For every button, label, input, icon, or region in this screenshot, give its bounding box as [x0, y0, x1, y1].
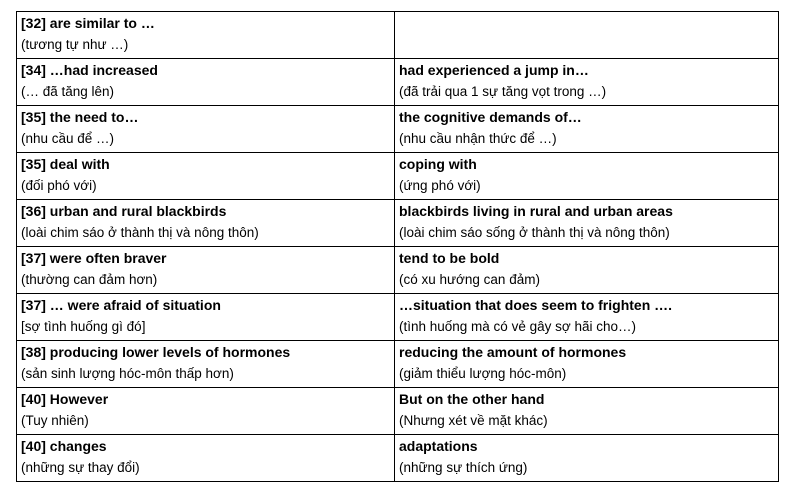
- paraphrase: reducing the amount of hormones: [399, 344, 627, 360]
- original-phrase: [40] However: [21, 391, 109, 407]
- paraphrase-translation: (giảm thiểu lượng hóc-môn): [399, 366, 567, 381]
- original-phrase-cell: [17, 247, 395, 294]
- original-translation: (loài chim sáo ở thành thị và nông thôn): [21, 225, 259, 240]
- table-row: [17, 106, 779, 153]
- original-translation: (tương tự như …): [21, 37, 129, 52]
- table-row: [17, 59, 779, 106]
- original-translation: (Tuy nhiên): [21, 413, 89, 428]
- original-phrase: [38] producing lower levels of hormones: [21, 344, 291, 360]
- table-row: [17, 341, 779, 388]
- paraphrase-translation: (Nhưng xét về mặt khác): [399, 413, 548, 428]
- table-row: [17, 388, 779, 435]
- original-translation: (nhu cầu để …): [21, 131, 115, 146]
- original-phrase-cell: [17, 59, 395, 106]
- table-row: [17, 247, 779, 294]
- table-row: [17, 153, 779, 200]
- paraphrase: coping with: [399, 156, 477, 172]
- paraphrase-cell: [395, 435, 779, 482]
- original-phrase: [37] were often braver: [21, 250, 167, 266]
- original-phrase-cell: [17, 106, 395, 153]
- paraphrase-cell: [395, 153, 779, 200]
- original-phrase: [37] … were afraid of situation: [21, 297, 221, 313]
- paraphrase-translation: (đã trải qua 1 sự tăng vọt trong …): [399, 84, 607, 99]
- paraphrase-translation: (nhu cầu nhận thức để …): [399, 131, 557, 146]
- paraphrase-cell: [395, 200, 779, 247]
- original-translation: [sợ tình huống gì đó]: [21, 319, 146, 334]
- original-phrase: [34] …had increased: [21, 62, 158, 78]
- paraphrase-cell: [395, 294, 779, 341]
- original-phrase-cell: [17, 200, 395, 247]
- paraphrase-cell: [395, 59, 779, 106]
- original-translation: (… đã tăng lên): [21, 84, 115, 99]
- paraphrase-translation: (ứng phó với): [399, 178, 481, 193]
- original-phrase-cell: [17, 435, 395, 482]
- table-row: [17, 435, 779, 482]
- vocabulary-table: [16, 11, 779, 482]
- paraphrase-cell: [395, 341, 779, 388]
- paraphrase: tend to be bold: [399, 250, 500, 266]
- vocabulary-table-container: [16, 11, 778, 482]
- paraphrase-cell: [395, 247, 779, 294]
- table-row: [17, 200, 779, 247]
- original-phrase: [35] deal with: [21, 156, 110, 172]
- paraphrase-cell: [395, 106, 779, 153]
- paraphrase: the cognitive demands of…: [399, 109, 582, 125]
- original-phrase: [40] changes: [21, 438, 107, 454]
- original-phrase: [36] urban and rural blackbirds: [21, 203, 227, 219]
- paraphrase: adaptations: [399, 438, 478, 454]
- table-row: [17, 294, 779, 341]
- original-phrase-cell: [17, 341, 395, 388]
- original-translation: (những sự thay đổi): [21, 460, 140, 475]
- original-translation: (thường can đảm hơn): [21, 272, 158, 287]
- original-translation: (đối phó với): [21, 178, 97, 193]
- original-phrase-cell: [17, 388, 395, 435]
- table-row: [17, 12, 779, 59]
- paraphrase-translation: (có xu hướng can đảm): [399, 272, 540, 287]
- paraphrase: But on the other hand: [399, 391, 545, 407]
- original-phrase-cell: [17, 294, 395, 341]
- original-phrase-cell: [17, 153, 395, 200]
- paraphrase-cell: [395, 12, 779, 59]
- original-phrase: [32] are similar to …: [21, 15, 155, 31]
- original-translation: (sản sinh lượng hóc-môn thấp hơn): [21, 366, 234, 381]
- paraphrase: had experienced a jump in…: [399, 62, 589, 78]
- paraphrase-translation: (loài chim sáo sống ở thành thị và nông thôn): [399, 225, 670, 240]
- paraphrase-cell: [395, 388, 779, 435]
- paraphrase-translation: (những sự thích ứng): [399, 460, 528, 475]
- paraphrase: blackbirds living in rural and urban areas: [399, 203, 673, 219]
- paraphrase-translation: (tình huống mà có vẻ gây sợ hãi cho…): [399, 319, 636, 334]
- original-phrase-cell: [17, 12, 395, 59]
- original-phrase: [35] the need to…: [21, 109, 139, 125]
- paraphrase: …situation that does seem to frighten ….: [399, 297, 673, 313]
